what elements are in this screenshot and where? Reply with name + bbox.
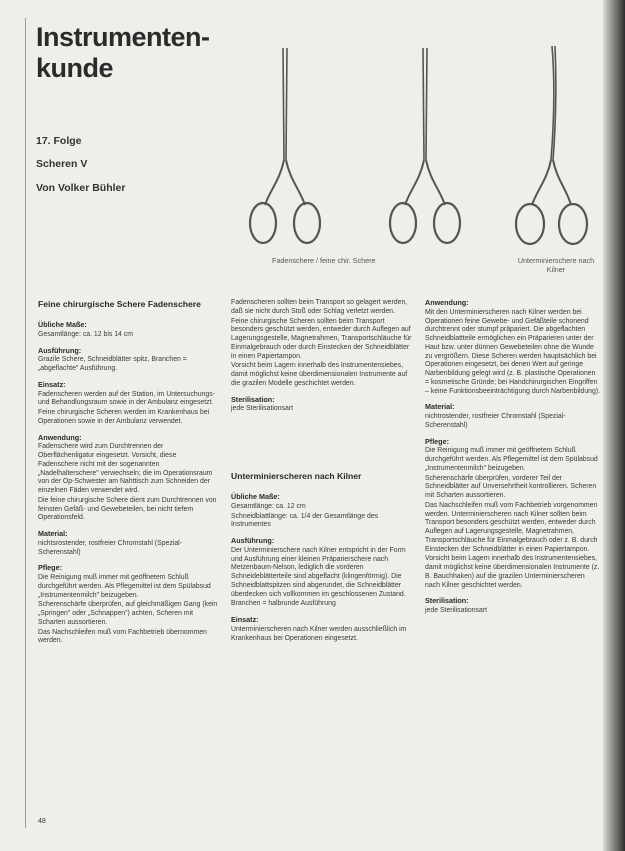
- series-label: 17. Folge: [36, 135, 82, 147]
- section-heading: Feine chirurgische Schere Fadenschere: [38, 299, 201, 309]
- section-subheading: Pflege:: [38, 563, 62, 573]
- paragraph: Feine chirurgische Scheren werden im Krankenhaus bei Operationen sowie in der Ambulanz verwendet.: [38, 409, 210, 425]
- paragraph: Gesamtlänge: ca. 12 cm: [231, 502, 306, 510]
- scissors-illustration-fine: [240, 40, 330, 250]
- paragraph: Die feine chirurgische Schere dient zum Durchtrennen von feinsten Gefäß- und Gewebeteilen, bei nicht tiefem Operationsfeld.: [38, 496, 217, 522]
- paragraph: jede Sterilisationsart: [231, 405, 294, 413]
- paragraph: nichtsrostender, rostfreier Chromstahl (Spezial-Scherenstahl): [38, 539, 182, 556]
- paragraph: Scherenschärfe überprüfen, auf gleichmäßigen Gang (kein „Springen" oder „Schnappen") achten, Scheren mit Scharten aussortieren.: [38, 601, 218, 626]
- section-subheading: Einsatz:: [38, 379, 66, 389]
- paragraph: Mit den Unterminierscheren nach Kilner werden bei Operationen feine Gewebe- und Gefäßteile schonend durchtrennt oder stumpf präpariert. Die abgeflachten Schneidblattteile ermöglichen ein Präparieren unter der Haut bzw. unter dünnen Gewebeteilen ohne die Wunde zu vergrößern. Diese Scheren werden hauptsächlich bei Operationen eingesetzt, bei denen Wert auf geringe Narbenbildung gelegt wird (z. B. plastische Operationen = kosmetische Gründe; bei Handchirurgischen Eingriffen – keine Funktionsbeeinträchtigung durch Narbenbildung).: [425, 308, 601, 395]
- column-2: [231, 299, 412, 644]
- section-subheading: Ausführung:: [231, 536, 275, 545]
- paragraph: Unterminierscheren nach Kilner werden ausschließlich im Krankenhaus bei Operationen eingesetzt.: [231, 625, 407, 642]
- paragraph: Die Reinigung muß immer mit geöffnetem Schluß durchgeführt werden. Als Pflegemittel ist dem Spülabsud „Instrumentenmilch" beizugeben.: [38, 574, 211, 599]
- section-subheading: Sterilisation:: [425, 596, 469, 606]
- caption-kilner-scissors: Unterminierschere nach Kilner: [517, 256, 595, 274]
- paragraph: Branchen = halbrunde Ausführung: [231, 600, 336, 608]
- paragraph: Das Nachschleifen muß vom Fachbetrieb vorgenommen werden. Unterminierscheren nach Kilner sollten beim Transport besonders geschützt werden, entweder durch Auflegen auf Lagerungsgestelle, Magnetrahmen, Transportschläuche für Einmalgebrauch oder z. B. durch Einstecken der Schneidblätter in einen Papiertampon.: [425, 501, 598, 553]
- section-subheading: Pflege:: [425, 436, 449, 446]
- section-heading: Unterminierscheren nach Kilner: [231, 471, 362, 481]
- section-subheading: Übliche Maße:: [231, 492, 280, 501]
- paragraph: Fadenschere wird zum Durchtrennen der Oberflächenligatur eingesetzt. Vorsicht, diese Fadenschere nicht mit der sogenannten „Nadelhalterschere" verwechseln; die im Operationsraum von der Op-Schwester am Nahttisch zum Schneiden der einzelnen Fäden verwendet wird.: [38, 443, 213, 494]
- paragraph: Vorsicht beim Lagern innerhalb des Instrumentensiebes, damit möglichst keine überdimensionalen Instrumente (z. B. Bauchhaken) auf die grazilen Unterminierscheren nach Kilner geschichtet werden.: [425, 555, 600, 589]
- paragraph: Vorsicht beim Lagern innerhalb des Instrumentensiebes, damit möglichst keine überdimensionalen Instrumente auf die grazilen Modelle geschichtet werden.: [231, 362, 408, 387]
- paragraph: Schneidblattlänge: ca. 1/4 der Gesamtlänge des Instrumentes: [231, 512, 379, 529]
- paragraph: Feine chirurgische Scheren sollten beim Transport besonders geschützt werden, entweder durch Auflegen auf Lagerungsgestelle, Magnetrahmen, Transportschläuche für Einmalgebrauch oder durch Einstecken der Schneidblätter in einen Papiertampon.: [231, 317, 412, 360]
- title-line-1: Instrumenten-: [36, 22, 210, 52]
- paragraph: Scherenschärfe überprüfen, vorderer Teil der Schneidblätter auf Unversehrtheit kontrollieren. Scheren mit Scharten aussortieren.: [425, 474, 597, 499]
- section-subheading: Einsatz:: [231, 615, 259, 624]
- scissors-illustration-suture: [380, 40, 470, 250]
- column-3: [425, 299, 601, 617]
- caption-fine-scissors: Fadenschere / feine chir. Schere: [272, 256, 376, 265]
- section-subheading: Material:: [38, 529, 68, 538]
- section-subheading: Material:: [425, 402, 455, 412]
- paragraph: Die Reinigung muß immer mit geöffnetem Schluß durchgeführt werden. Als Pflegemittel ist dem Spülabsud „Instrumentenmilch" beizugeben.: [425, 447, 598, 472]
- page-title: [36, 22, 236, 84]
- paragraph: Das Nachschleifen muß vom Fachbetrieb übernommen werden.: [38, 628, 207, 645]
- title-line-2: kunde: [36, 53, 114, 83]
- paragraph: jede Sterilisationsart: [425, 607, 488, 614]
- page-edge-shadow: [603, 0, 625, 851]
- paragraph: Fadenscheren werden auf der Station, im Untersuchungs- und Behandlungsraum sowie in der Ambulanz eingesetzt.: [38, 390, 215, 407]
- section-subheading: Anwendung:: [425, 298, 469, 307]
- page-number: 48: [38, 818, 46, 825]
- section-subheading: Übliche Maße:: [38, 320, 87, 329]
- author-label: Von Volker Bühler: [36, 182, 126, 194]
- paragraph: nichtrostender, rostfreier Chromstahl (Spezial-Scherenstahl): [425, 413, 566, 429]
- subject-label: Scheren V: [36, 158, 88, 170]
- section-subheading: Anwendung:: [38, 432, 82, 442]
- section-subheading: Sterilisation:: [231, 394, 275, 404]
- section-subheading: Ausführung:: [38, 345, 82, 355]
- paragraph: Gesamtlänge: ca. 12 bis 14 cm: [38, 330, 133, 338]
- paragraph: Der Unterminierschere nach Kilner entspricht in der Form und Ausführung einer kleinen Präparierschere nach Metzenbaum-Nelson, lediglich die vorderen Schneideblätterteile sind abgeflacht (klingenförmig). Die Schneidblattspitzen sind abgerundet, die Schneidblätter überdecken sich vollkommen im geschlossenen Zustand.: [231, 546, 406, 598]
- scissors-illustration-kilner: [505, 40, 595, 250]
- paragraph: Grazile Schere, Schneidblätter spitz, Branchen = „abgeflachte" Ausführung.: [38, 356, 187, 372]
- column-1: [38, 299, 218, 647]
- paragraph: Fadenscheren sollten beim Transport so gelagert werden, daß sie nicht durch Stoß oder Schlag verletzt werden.: [231, 299, 408, 315]
- margin-rule: [25, 18, 26, 828]
